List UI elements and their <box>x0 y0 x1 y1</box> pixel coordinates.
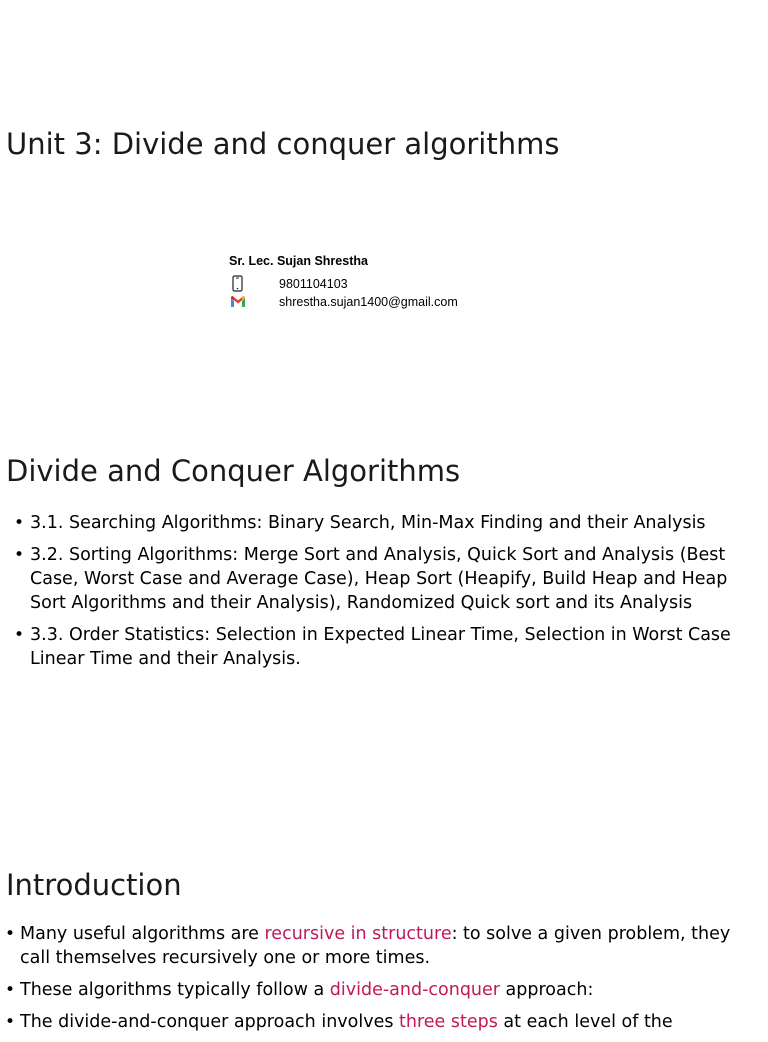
gmail-icon <box>229 293 247 311</box>
bullet-text-after: at each level of the <box>497 1012 673 1032</box>
phone-icon <box>229 275 247 293</box>
list-item <box>0 922 768 970</box>
phone-number: 9801104103 <box>279 277 348 291</box>
presenter-name: Sr. Lec. Sujan Shrestha <box>229 254 368 268</box>
email-address: shrestha.sujan1400@gmail.com <box>279 295 458 309</box>
list-item <box>0 511 768 535</box>
bullet-text-before: These algorithms typically follow a <box>20 980 330 1000</box>
bullet-dot: • <box>14 545 25 565</box>
bullet-dot: • <box>14 513 25 533</box>
bullet-text: 3.2. Sorting Algorithms: Merge Sort and Analysis, Quick Sort and Analysis (Best Case, Worst Case and Average Case), Heap Sort (Heapify, Build Heap and Heap Sort Algorithms and their Analysis), Randomized Quick sort and its Analysis <box>30 545 728 613</box>
list-item <box>0 543 768 615</box>
bullet-text: 3.3. Order Statistics: Selection in Expected Linear Time, Selection in Worst Case Linear Time and their Analysis. <box>30 625 731 669</box>
phone-row <box>229 275 368 293</box>
slide-2-title: Divide and Conquer Algorithms <box>6 454 461 488</box>
bullet-text: 3.1. Searching Algorithms: Binary Search, Min-Max Finding and their Analysis <box>30 513 706 533</box>
syllabus-bullet-list <box>0 511 768 679</box>
list-item <box>0 978 768 1002</box>
bullet-text-before: The divide-and-conquer approach involves <box>20 1012 400 1032</box>
bullet-dot: • <box>5 980 16 1000</box>
bullet-text-after: : to solve a given problem, they call themselves recursively one or more times. <box>20 924 731 968</box>
highlighted-term: three steps <box>399 1012 498 1032</box>
slide-3-title: Introduction <box>6 868 182 902</box>
presenter-block <box>229 253 458 311</box>
bullet-dot: • <box>14 625 25 645</box>
intro-bullet-list <box>0 922 768 1042</box>
slide-1-title: Unit 3: Divide and conquer algorithms <box>6 127 560 161</box>
highlighted-term: recursive in structure <box>264 924 452 944</box>
bullet-text-before: Many useful algorithms are <box>20 924 265 944</box>
email-row <box>229 293 458 311</box>
list-item <box>0 1010 768 1034</box>
bullet-dot: • <box>5 924 16 944</box>
highlighted-term: divide-and-conquer <box>329 980 500 1000</box>
bullet-text-after: approach: <box>499 980 594 1000</box>
list-item <box>0 623 768 671</box>
bullet-dot: • <box>5 1012 16 1032</box>
